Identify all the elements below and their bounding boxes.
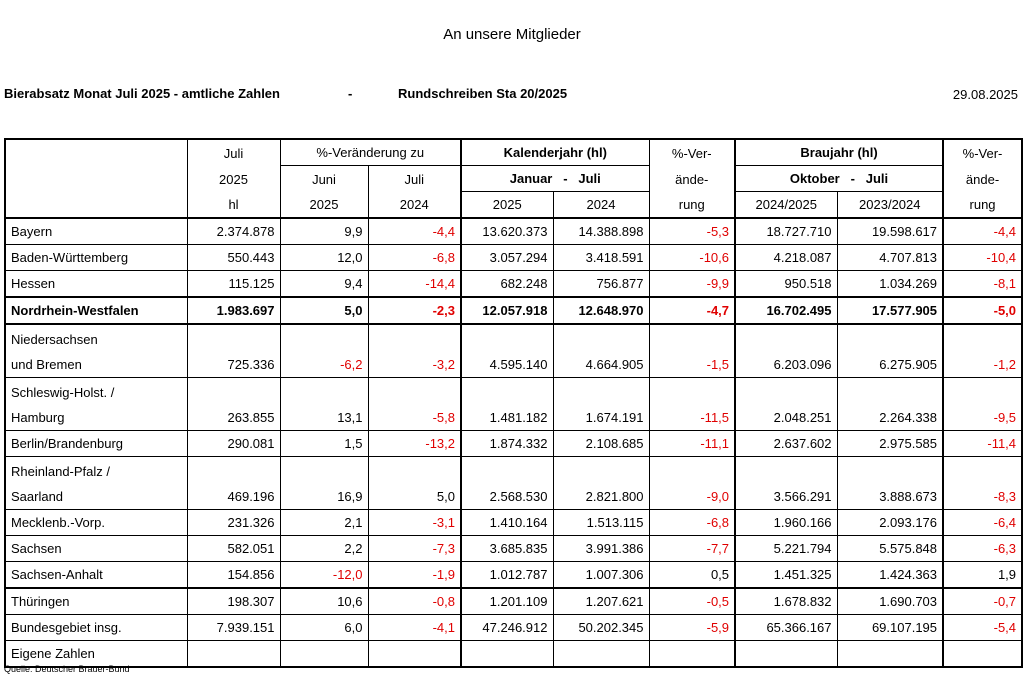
table-row — [5, 641, 1022, 668]
cell-value: 4.707.813 — [837, 245, 943, 271]
table-row — [5, 378, 1022, 431]
col-change-group: %-Veränderung zu — [280, 139, 461, 166]
cell-value: -2,3 — [368, 297, 461, 324]
col-brew-change-2: ände- — [943, 166, 1022, 192]
col-month-year: 2025 — [187, 166, 280, 192]
cell-value: 3.057.294 — [461, 245, 553, 271]
col-june-year: 2025 — [280, 192, 368, 219]
cell-value: 1.201.109 — [461, 588, 553, 615]
cell-value: -13,2 — [368, 431, 461, 457]
table-row — [5, 245, 1022, 271]
region-name: Mecklenb.-Vorp. — [5, 510, 187, 536]
cell-value: -5,3 — [649, 218, 735, 245]
cell-value: 2.264.338 — [837, 378, 943, 431]
cell-value: 154.856 — [187, 562, 280, 589]
cell-value: 2.637.602 — [735, 431, 837, 457]
cell-value: 10,6 — [280, 588, 368, 615]
cell-value: 1,9 — [943, 562, 1022, 589]
col-july-year: 2024 — [368, 192, 461, 219]
region-name — [5, 324, 187, 378]
cell-value: 1.012.787 — [461, 562, 553, 589]
beer-sales-table — [4, 138, 1023, 668]
cell-value: -6,8 — [649, 510, 735, 536]
cell-value: -14,4 — [368, 271, 461, 298]
cell-value: -9,9 — [649, 271, 735, 298]
cell-value: 1.513.115 — [553, 510, 649, 536]
table-row — [5, 218, 1022, 245]
col-cal-change-1: %-Ver- — [649, 139, 735, 166]
col-calendar-group: Kalenderjahr (hl) — [461, 139, 649, 166]
cell-value: 263.855 — [187, 378, 280, 431]
cell-value: 69.107.195 — [837, 615, 943, 641]
table-body — [5, 218, 1022, 667]
cell-value: 1.410.164 — [461, 510, 553, 536]
cell-value: 115.125 — [187, 271, 280, 298]
col-brew-change-3: rung — [943, 192, 1022, 219]
cell-value: 1.678.832 — [735, 588, 837, 615]
cell-value: -6,3 — [943, 536, 1022, 562]
cell-value: 725.336 — [187, 324, 280, 378]
cell-value — [280, 641, 368, 668]
circular-reference: Rundschreiben Sta 20/2025 — [398, 86, 568, 101]
col-calendar-period: Januar - Juli — [461, 166, 649, 192]
cell-value — [368, 641, 461, 668]
cell-value: -9,5 — [943, 378, 1022, 431]
cell-value: 2.108.685 — [553, 431, 649, 457]
cell-value: 1.674.191 — [553, 378, 649, 431]
cell-value: 3.566.291 — [735, 457, 837, 510]
cell-value: 2.975.585 — [837, 431, 943, 457]
cell-value: -6,2 — [280, 324, 368, 378]
col-brewyear-period: Oktober - Juli — [735, 166, 943, 192]
cell-value: 198.307 — [187, 588, 280, 615]
cell-value: -11,4 — [943, 431, 1022, 457]
cell-value: 3.685.835 — [461, 536, 553, 562]
cell-value: 13.620.373 — [461, 218, 553, 245]
cell-value: 6,0 — [280, 615, 368, 641]
region-name: Sachsen-Anhalt — [5, 562, 187, 589]
region-name-line1: Rheinland-Pfalz / — [11, 464, 110, 479]
region-name-line2: Hamburg — [11, 410, 65, 425]
col-month-unit: hl — [187, 192, 280, 219]
cell-value: 1.007.306 — [553, 562, 649, 589]
cell-value: -11,5 — [649, 378, 735, 431]
region-name: Hessen — [5, 271, 187, 298]
cell-value: -8,1 — [943, 271, 1022, 298]
table-row — [5, 431, 1022, 457]
cell-value: -3,1 — [368, 510, 461, 536]
cell-value: 7.939.151 — [187, 615, 280, 641]
col-june-label: Juni — [280, 166, 368, 192]
cell-value: 2.568.530 — [461, 457, 553, 510]
cell-value: 2,1 — [280, 510, 368, 536]
cell-value: 6.275.905 — [837, 324, 943, 378]
cell-value: 2.374.878 — [187, 218, 280, 245]
cell-value: -1,5 — [649, 324, 735, 378]
report-heading: Bierabsatz Monat Juli 2025 - amtliche Zahlen — [4, 86, 280, 101]
col-cal-2025: 2025 — [461, 192, 553, 219]
cell-value: -0,8 — [368, 588, 461, 615]
table-row — [5, 457, 1022, 510]
cell-value: 3.888.673 — [837, 457, 943, 510]
table-row — [5, 615, 1022, 641]
region-name: Nordrhein-Westfalen — [5, 297, 187, 324]
col-july-label: Juli — [368, 166, 461, 192]
cell-value: 4.664.905 — [553, 324, 649, 378]
cell-value: 12.057.918 — [461, 297, 553, 324]
cell-value: 1,5 — [280, 431, 368, 457]
table-row — [5, 562, 1022, 589]
cell-value — [649, 641, 735, 668]
cell-value: -7,7 — [649, 536, 735, 562]
cell-value: 469.196 — [187, 457, 280, 510]
cell-value: -11,1 — [649, 431, 735, 457]
cell-value: -6,4 — [943, 510, 1022, 536]
region-name: Eigene Zahlen — [5, 641, 187, 668]
table-row — [5, 536, 1022, 562]
cell-value — [837, 641, 943, 668]
col-cal-change-3: rung — [649, 192, 735, 219]
cell-value: 5,0 — [280, 297, 368, 324]
cell-value: 682.248 — [461, 271, 553, 298]
cell-value: -0,5 — [649, 588, 735, 615]
table-row — [5, 510, 1022, 536]
cell-value: -1,2 — [943, 324, 1022, 378]
cell-value: -4,4 — [368, 218, 461, 245]
table-row — [5, 271, 1022, 298]
region-name: Sachsen — [5, 536, 187, 562]
cell-value: -4,4 — [943, 218, 1022, 245]
cell-value: 47.246.912 — [461, 615, 553, 641]
cell-value: -5,0 — [943, 297, 1022, 324]
cell-value: 18.727.710 — [735, 218, 837, 245]
col-month-label: Juli — [187, 139, 280, 166]
cell-value: 0,5 — [649, 562, 735, 589]
cell-value: 3.418.591 — [553, 245, 649, 271]
cell-value: 1.034.269 — [837, 271, 943, 298]
cell-value: 2.093.176 — [837, 510, 943, 536]
col-brewyear-group: Braujahr (hl) — [735, 139, 943, 166]
cell-value: 17.577.905 — [837, 297, 943, 324]
cell-value: -9,0 — [649, 457, 735, 510]
cell-value: 950.518 — [735, 271, 837, 298]
col-cal-change-2: ände- — [649, 166, 735, 192]
cell-value: 5.221.794 — [735, 536, 837, 562]
region-name: Bayern — [5, 218, 187, 245]
cell-value: 1.690.703 — [837, 588, 943, 615]
cell-value: 5,0 — [368, 457, 461, 510]
cell-value: -7,3 — [368, 536, 461, 562]
cell-value: 13,1 — [280, 378, 368, 431]
cell-value: -6,8 — [368, 245, 461, 271]
cell-value — [735, 641, 837, 668]
region-name — [5, 378, 187, 431]
table-row — [5, 297, 1022, 324]
cell-value: 50.202.345 — [553, 615, 649, 641]
cell-value: 6.203.096 — [735, 324, 837, 378]
table-row — [5, 588, 1022, 615]
cell-value: 16,9 — [280, 457, 368, 510]
cell-value: -5,9 — [649, 615, 735, 641]
cell-value: 2,2 — [280, 536, 368, 562]
cell-value: 756.877 — [553, 271, 649, 298]
page-title: An unsere Mitglieder — [443, 26, 581, 43]
cell-value: -10,4 — [943, 245, 1022, 271]
cell-value: 4.218.087 — [735, 245, 837, 271]
cell-value: 9,4 — [280, 271, 368, 298]
cell-value: -10,6 — [649, 245, 735, 271]
cell-value: 1.983.697 — [187, 297, 280, 324]
cell-value: -5,8 — [368, 378, 461, 431]
region-name-line1: Niedersachsen — [11, 332, 98, 347]
cell-value: 12.648.970 — [553, 297, 649, 324]
cell-value: 3.991.386 — [553, 536, 649, 562]
source-note: Quelle: Deutscher Brauer-Bund — [4, 664, 130, 674]
cell-value — [461, 641, 553, 668]
cell-value: 5.575.848 — [837, 536, 943, 562]
cell-value: 12,0 — [280, 245, 368, 271]
table-row — [5, 324, 1022, 378]
cell-value: 1.481.182 — [461, 378, 553, 431]
cell-value — [187, 641, 280, 668]
cell-value: -12,0 — [280, 562, 368, 589]
region-name: Bundesgebiet insg. — [5, 615, 187, 641]
col-brew-2425: 2024/2025 — [735, 192, 837, 219]
cell-value: 550.443 — [187, 245, 280, 271]
cell-value: 1.874.332 — [461, 431, 553, 457]
cell-value: 19.598.617 — [837, 218, 943, 245]
cell-value: -8,3 — [943, 457, 1022, 510]
cell-value: 231.326 — [187, 510, 280, 536]
cell-value: 2.821.800 — [553, 457, 649, 510]
region-name-line2: Saarland — [11, 489, 64, 504]
report-date: 29.08.2025 — [952, 87, 1018, 102]
cell-value: -4,7 — [649, 297, 735, 324]
region-name-line1: Schleswig-Holst. / — [11, 385, 115, 400]
cell-value: 4.595.140 — [461, 324, 553, 378]
cell-value: -1,9 — [368, 562, 461, 589]
col-brew-change-1: %-Ver- — [943, 139, 1022, 166]
region-name: Baden-Württemberg — [5, 245, 187, 271]
table-header — [5, 139, 1022, 218]
cell-value: -4,1 — [368, 615, 461, 641]
cell-value: 582.051 — [187, 536, 280, 562]
cell-value: -5,4 — [943, 615, 1022, 641]
region-name: Berlin/Brandenburg — [5, 431, 187, 457]
cell-value — [553, 641, 649, 668]
cell-value: -0,7 — [943, 588, 1022, 615]
col-brew-2324: 2023/2024 — [837, 192, 943, 219]
region-name: Thüringen — [5, 588, 187, 615]
cell-value: 65.366.167 — [735, 615, 837, 641]
cell-value: 1.960.166 — [735, 510, 837, 536]
cell-value: 290.081 — [187, 431, 280, 457]
cell-value: 14.388.898 — [553, 218, 649, 245]
cell-value: 1.424.363 — [837, 562, 943, 589]
cell-value: 2.048.251 — [735, 378, 837, 431]
heading-separator: - — [348, 86, 353, 101]
cell-value: 1.207.621 — [553, 588, 649, 615]
region-name — [5, 457, 187, 510]
region-name-line2: und Bremen — [11, 357, 82, 372]
cell-value — [943, 641, 1022, 668]
cell-value: -3,2 — [368, 324, 461, 378]
cell-value: 16.702.495 — [735, 297, 837, 324]
cell-value: 1.451.325 — [735, 562, 837, 589]
col-cal-2024: 2024 — [553, 192, 649, 219]
cell-value: 9,9 — [280, 218, 368, 245]
